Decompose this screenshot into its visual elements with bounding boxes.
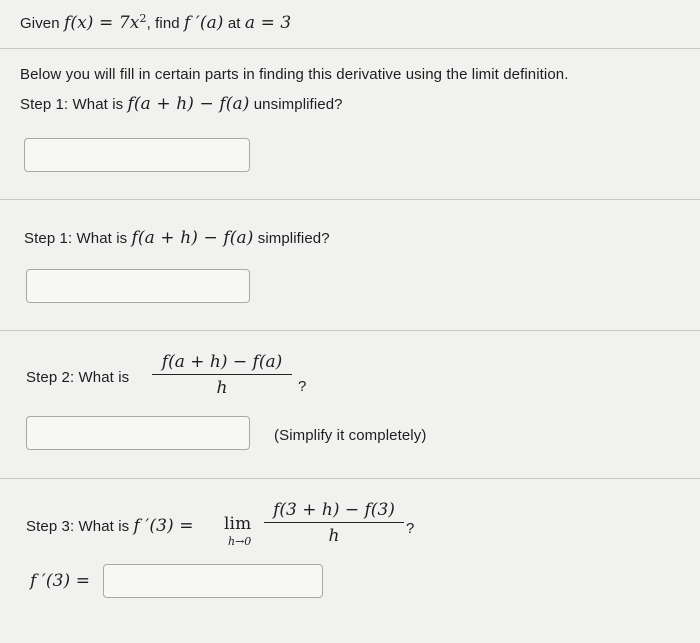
step1-simplified-input[interactable] — [26, 269, 250, 303]
step3-lim: lim — [224, 514, 252, 534]
step3-prompt — [26, 516, 194, 536]
step1-divider — [0, 199, 700, 200]
step2-denominator: h — [216, 378, 228, 398]
at-text: at — [227, 15, 241, 32]
step3-prefix: What is — [78, 518, 130, 535]
step2-fraction-bar — [152, 374, 292, 375]
step3-lhs: f ′(3) = — [133, 516, 194, 536]
derivative-target: f ′(a) — [183, 13, 224, 33]
final-answer-input[interactable] — [103, 564, 323, 598]
given-word: Given — [20, 15, 60, 32]
step3-fraction — [264, 500, 404, 546]
find-text: , find — [146, 15, 180, 32]
step1-label: Step 1: — [20, 96, 69, 113]
step1-expression: f(a + h) − f(a) — [127, 94, 250, 114]
step2-hint: (Simplify it completely) — [274, 427, 427, 444]
final-answer-label: f ′(3) = — [30, 571, 91, 591]
instructions-text: Below you will fill in certain parts in finding this derivative using the limit definition. — [20, 66, 569, 83]
function-definition: f(x) = 7x — [63, 13, 140, 33]
step1b-prefix: What is — [76, 230, 128, 247]
a-value: a = 3 — [244, 13, 292, 33]
step1-unsimplified-input[interactable] — [24, 138, 250, 172]
function-exponent: 2 — [139, 12, 147, 25]
step3-divider-top — [0, 478, 700, 479]
step2-question-mark: ? — [298, 378, 307, 395]
step2-label: Step 2: — [26, 369, 75, 386]
step2-prefix: What is — [78, 369, 130, 386]
header-divider — [0, 48, 700, 49]
step2-prompt — [26, 369, 129, 386]
step3-denominator: h — [328, 526, 340, 546]
step2-fraction — [152, 352, 292, 398]
step1b-label: Step 1: — [24, 230, 73, 247]
step1-unsimplified-prompt — [20, 94, 343, 114]
step3-numerator: f(3 + h) − f(3) — [273, 500, 395, 520]
step2-divider-top — [0, 330, 700, 331]
step1b-suffix: simplified? — [257, 230, 330, 247]
step3-label: Step 3: — [26, 518, 75, 535]
step1-simplified-prompt — [24, 228, 330, 248]
step3-fraction-bar — [264, 522, 404, 523]
step1b-expression: f(a + h) − f(a) — [131, 228, 254, 248]
step1-prefix: What is — [72, 96, 124, 113]
step1-suffix: unsimplified? — [253, 96, 343, 113]
step3-question-mark: ? — [406, 520, 415, 537]
question-line — [20, 12, 291, 33]
step2-numerator: f(a + h) − f(a) — [161, 352, 283, 372]
step2-input[interactable] — [26, 416, 250, 450]
step3-lim-subscript: h→0 — [228, 535, 252, 548]
